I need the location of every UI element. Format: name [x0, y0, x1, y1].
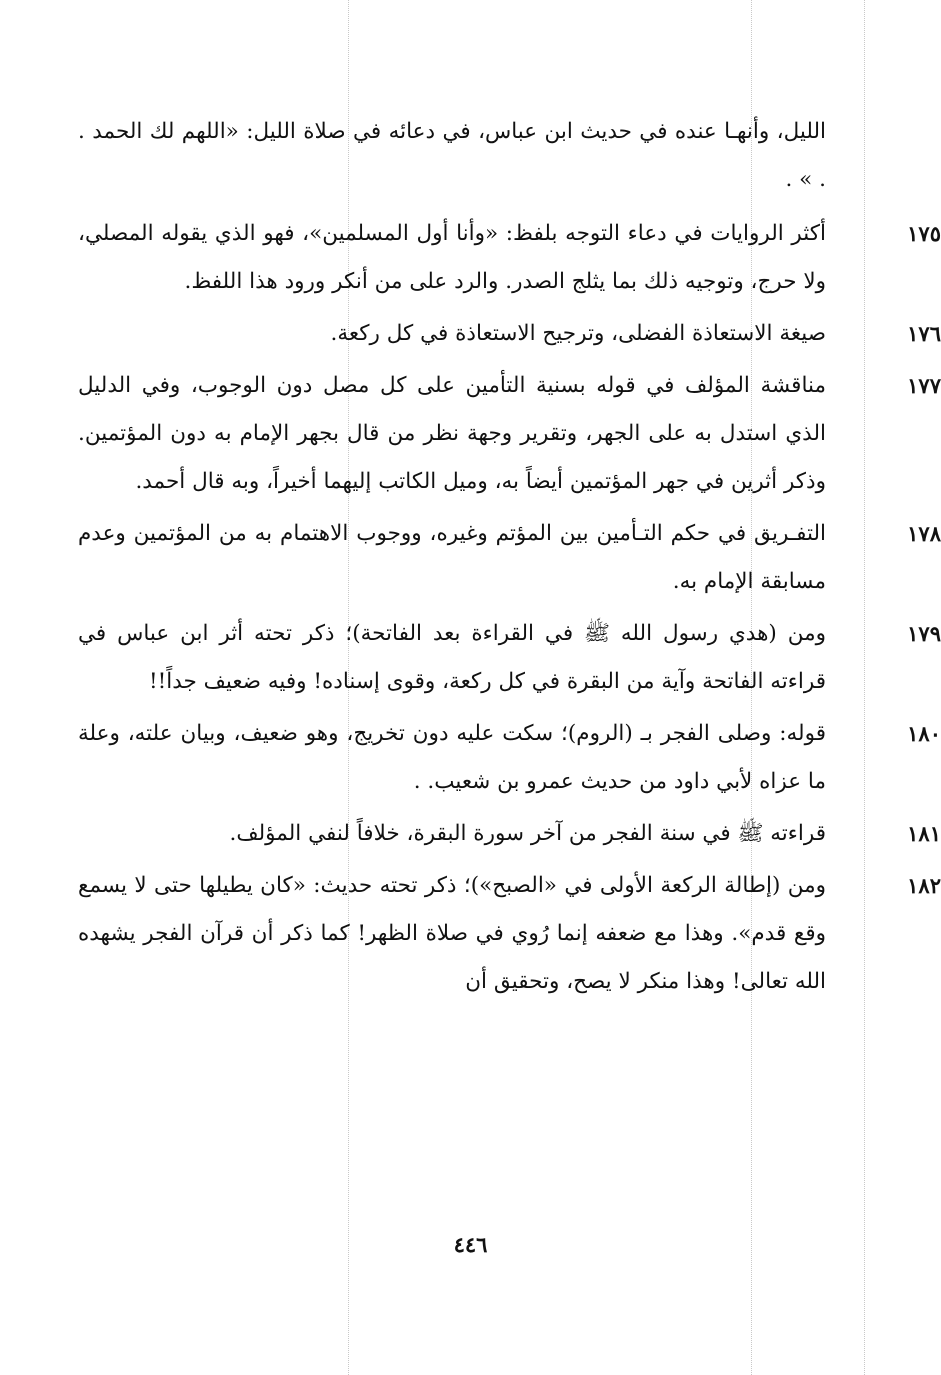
continuation-paragraph: [78, 108, 826, 204]
entry-number: ١٨٠: [907, 721, 941, 746]
entry-text: قوله: وصلى الفجر بـ (الروم)؛ سكت عليه دون تخريج، وهو ضعيف، وبيان علته، وعلة ما عزاه لأبي داود من حديث عمرو بن شعيب. .: [78, 721, 826, 794]
entry-180: [78, 710, 941, 806]
entry-text: مناقشة المؤلف في قوله بسنية التأمين على كل مصل دون الوجوب، وفي الدليل الذي استدل به على الجهر، وتقرير وجهة نظر من قال بجهر الإمام به دون المؤتمين. وذكر أثرين في جهر المؤتمين أيضاً به، وميل الكاتب إليهما أخيراً، وبه قال أحمد.: [78, 373, 826, 494]
entry-text: التفـريق في حكم التـأمين بين المؤتم وغيره، ووجوب الاهتمام به من المؤتمين وعدم مسابقة الإمام به.: [78, 521, 826, 594]
entry-176: [78, 310, 941, 358]
continuation-text: الليل، وأنهـا عنده في حديث ابن عباس، في دعائه في صلاة الليل: «اللهم لك الحمد . . » .: [78, 119, 826, 192]
entry-number: ١٧٩: [907, 621, 941, 646]
entry-number: ١٧٨: [907, 521, 941, 546]
page-number: ٤٤٦: [453, 1232, 488, 1257]
entry-number: ١٧٥: [907, 221, 941, 246]
entry-number: ١٧٦: [907, 321, 941, 346]
entry-181: [78, 810, 941, 858]
entry-text: قراءته ﷺ في سنة الفجر من آخر سورة البقرة، خلافاً لنفي المؤلف.: [229, 821, 826, 846]
entry-text: ومن (هدي رسول الله ﷺ في القراءة بعد الفاتحة)؛ ذكر تحته أثر ابن عباس في قراءته الفاتحة وآية من البقرة في كل ركعة، وقوى إسناده! وفيه ضعيف جداً!!: [78, 621, 826, 694]
entry-text: صيغة الاستعاذة الفضلى، وترجيح الاستعاذة في كل ركعة.: [330, 321, 826, 346]
entry-number: ١٨٢: [907, 873, 941, 898]
entry-179: [78, 610, 941, 706]
entry-177: [78, 362, 941, 506]
page-body: [78, 108, 941, 1006]
entry-182: [78, 862, 941, 1006]
entry-number: ١٨١: [907, 821, 941, 846]
entry-text: أكثر الروايات في دعاء التوجه بلفظ: «وأنا أول المسلمين»، فهو الذي يقوله المصلي، ولا حرج، وتوجيه ذلك بما يثلج الصدر. والرد على من أنكر ورود هذا اللفظ.: [78, 221, 826, 294]
entry-175: [78, 210, 941, 306]
entry-number: ١٧٧: [907, 373, 941, 398]
entry-text: ومن (إطالة الركعة الأولى في «الصبح»)؛ ذكر تحته حديث: «كان يطيلها حتى لا يسمع وقع قدم». وهذا مع ضعفه إنما رُوي في صلاة الظهر! كما ذكر أن قرآن الفجر يشهده الله تعالى! وهذا منكر لا يصح، وتحقيق أن: [78, 873, 826, 994]
margin-line: [864, 0, 865, 1375]
entry-178: [78, 510, 941, 606]
